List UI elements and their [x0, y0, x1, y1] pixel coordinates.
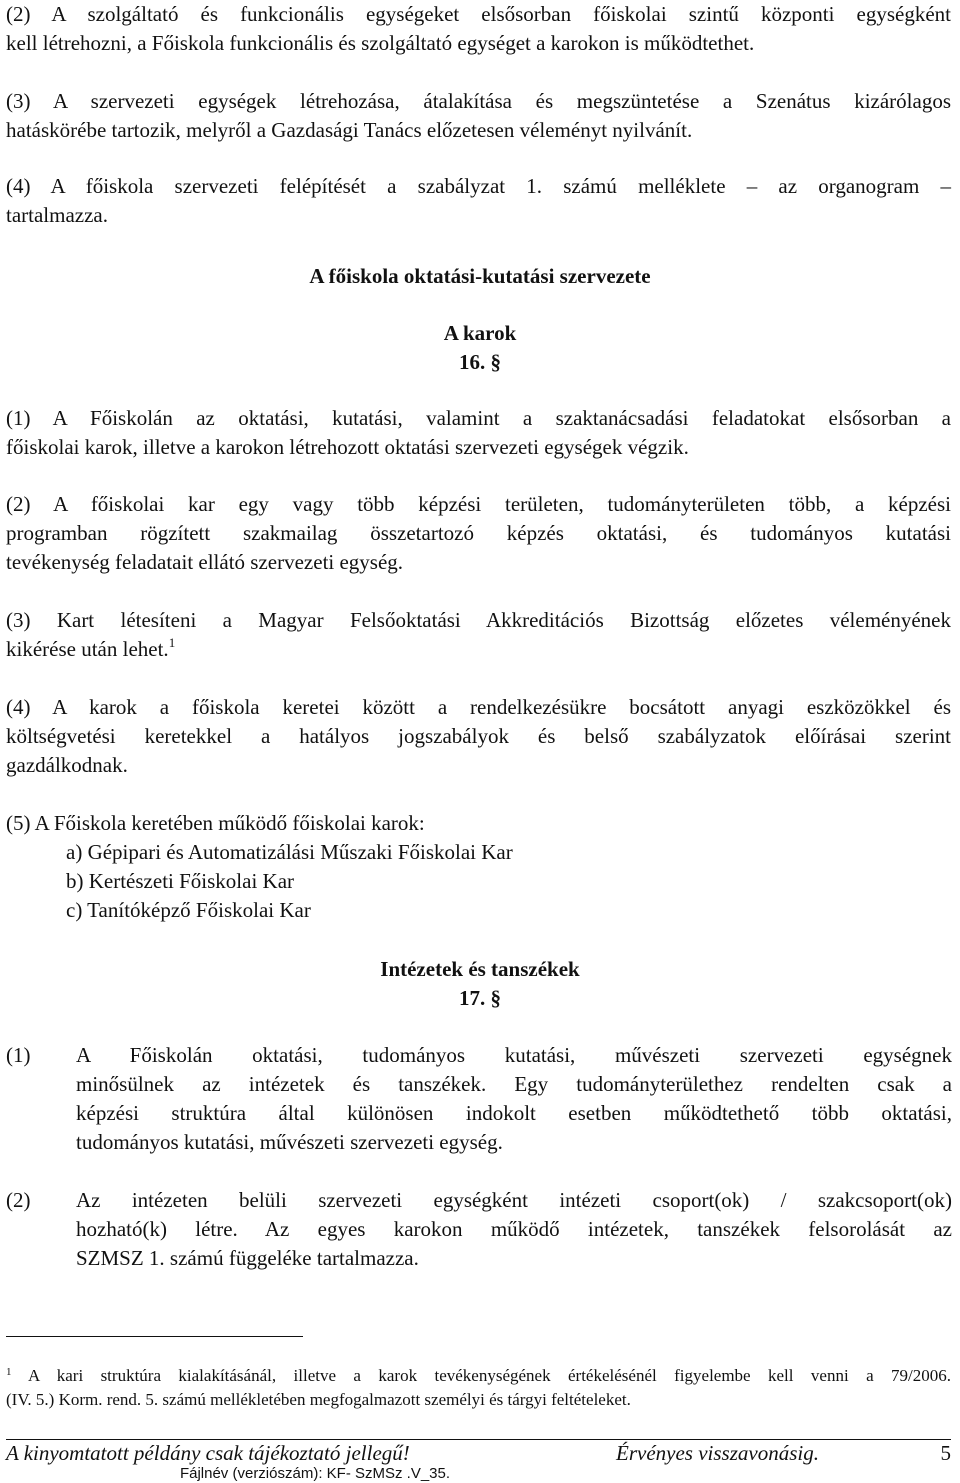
- paragraph-line: főiskolai karok, illetve a karokon létrehozott oktatási szervezeti egységek végzik.: [6, 435, 689, 459]
- footnote-divider: [6, 1336, 303, 1337]
- paragraph-line: programban rögzített szakmailag összetartozó képzés oktatási, és tudományos kutatási: [6, 521, 951, 545]
- paragraph-line: (5) A Főiskola keretében működő főiskolai karok:: [6, 811, 425, 835]
- footer-disclaimer: A kinyomtatott példány csak tájékoztató jellegű!: [6, 1441, 410, 1465]
- footnote-mark: 1: [6, 1366, 12, 1378]
- paragraph-line: (4) A főiskola szervezeti felépítését a szabályzat 1. számú melléklete – az organogram –: [6, 174, 951, 198]
- list-item: b) Kertészeti Főiskolai Kar: [66, 869, 295, 893]
- paragraph-line: SZMSZ 1. számú függeléke tartalmazza.: [76, 1246, 419, 1270]
- paragraph-line: tevékenység feladatait ellátó szervezeti egység.: [6, 550, 404, 574]
- paragraph-line: gazdálkodnak.: [6, 753, 128, 777]
- page-number: 5: [940, 1441, 951, 1465]
- paragraph-line: kell létrehozni, a Főiskola funkcionális és szolgáltató egységet a karokon is működtethet.: [6, 31, 755, 55]
- footer-filename: Fájlnév (verziószám): KF- SzMSz .V_35.: [179, 1465, 451, 1482]
- paragraph-line: minősülnek az intézetek és tanszékek. Egy tudományterülethez rendelten csak a: [76, 1072, 952, 1096]
- karok-paragraph-number: 16. §: [459, 350, 501, 374]
- list-item: a) Gépipari és Automatizálási Műszaki Főiskolai Kar: [66, 840, 513, 864]
- footnote-text: A kari struktúra kialakításánál, illetve a karok tevékenységének értékelésénél figyelembe kell venni a 79/2006.: [27, 1366, 952, 1385]
- paragraph-line: (2) A főiskolai kar egy vagy több képzési területen, tudományterületen több, a képzési: [6, 492, 951, 516]
- footnote-line: [6, 1364, 951, 1390]
- paragraph-line: (2) A szolgáltató és funkcionális egységeket elsősorban főiskolai szintű központi egységként: [6, 2, 951, 26]
- paragraph-line: hozható(k) létre. Az egyes karokon működő intézetek, tanszékek felsorolását az: [76, 1217, 952, 1241]
- intezetek-heading: Intézetek és tanszékek: [380, 957, 580, 981]
- paragraph-line: (3) Kart létesíteni a Magyar Felsőoktatási Akkreditációs Bizottság előzetes véleményének: [6, 608, 951, 632]
- footer-validity: Érvényes visszavonásig.: [616, 1441, 819, 1465]
- paragraph-line: költségvetési keretekkel a hatályos jogszabályok és belső szabályzatok előírásai szerint: [6, 724, 951, 748]
- paragraph-line: A Főiskolán oktatási, tudományos kutatási, művészeti szervezeti egységnek: [76, 1043, 952, 1067]
- paragraph-text: kikérése után lehet.: [6, 637, 169, 661]
- paragraph-line: (3) A szervezeti egységek létrehozása, átalakítása és megszüntetése a Szenátus kizárólagos: [6, 89, 951, 113]
- paragraph-line: Az intézeten belüli szervezeti egységként intézeti csoport(ok) / szakcsoport(ok): [76, 1188, 952, 1212]
- karok-heading: A karok: [443, 321, 517, 345]
- list-item: c) Tanítóképző Főiskolai Kar: [66, 898, 311, 922]
- paragraph-line: (4) A karok a főiskola keretei között a rendelkezésükre bocsátott anyagi eszközökkel és: [6, 695, 951, 719]
- footnote-reference[interactable]: 1: [168, 635, 176, 650]
- paragraph-line: hatáskörébe tartozik, melyről a Gazdasági Tanács előzetesen véleményt nyilvánít.: [6, 118, 693, 142]
- paragraph-line: (1) A Főiskolán az oktatási, kutatási, valamint a szaktanácsadási feladatokat elsősorban a: [6, 406, 951, 430]
- paragraph-number: (2): [6, 1188, 31, 1212]
- paragraph-line: képzési struktúra által különösen indokolt esetben működtethető több oktatási,: [76, 1101, 952, 1125]
- paragraph-line: tartalmazza.: [6, 203, 109, 227]
- paragraph-line: [6, 635, 951, 666]
- paragraph-line: tudományos kutatási, művészeti szervezeti egység.: [76, 1130, 503, 1154]
- intezetek-paragraph-number: 17. §: [459, 986, 501, 1010]
- section-title: A főiskola oktatási-kutatási szervezete: [309, 264, 651, 288]
- footnote-line: (IV. 5.) Korm. rend. 5. számú mellékletében megfogalmazott személyi és tárgyi feltételeket.: [6, 1390, 631, 1409]
- paragraph-number: (1): [6, 1043, 31, 1067]
